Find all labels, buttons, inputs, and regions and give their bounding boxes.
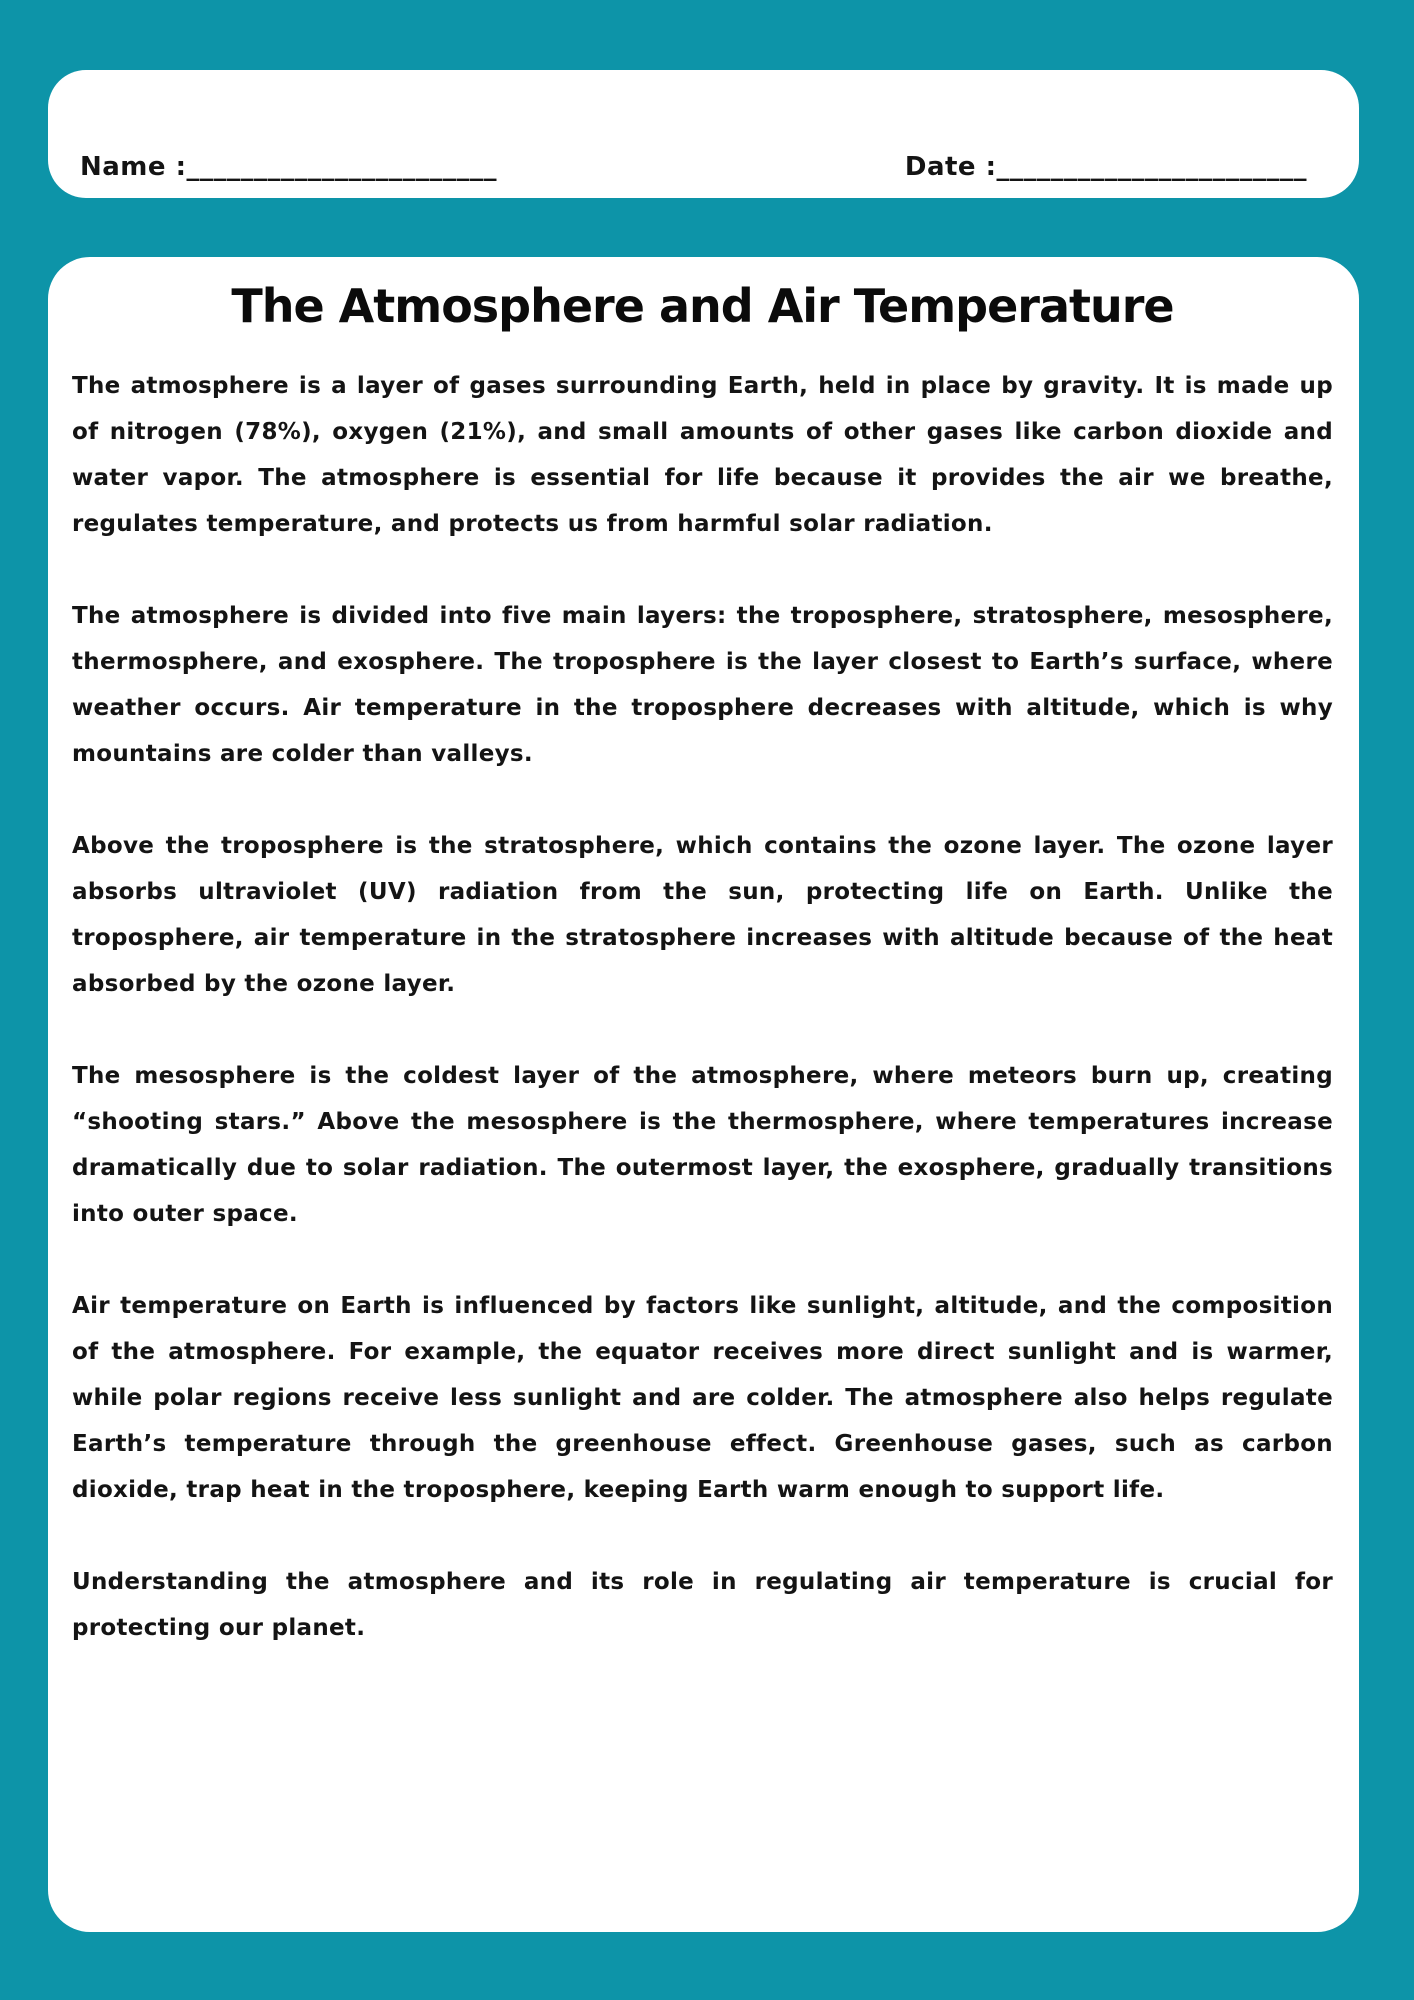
name-label: Name : xyxy=(80,152,187,182)
paragraph-conclusion: Understanding the atmosphere and its role in regulating air temperature is crucial for protecting our planet. xyxy=(72,1569,1333,1641)
name-date-header xyxy=(48,70,1359,198)
date-blank-line: _______________________ xyxy=(996,152,1307,182)
paragraph-five-layers: The atmosphere is divided into five main layers: the troposphere, stratosphere, mesosphere, thermosphere, and exosphere. The troposphere is the layer closest to Earth’s surface, where weather occurs. Air temperature in the troposphere decreases with altitude, which is why mountains are colder than valleys. xyxy=(72,603,1333,767)
worksheet-card xyxy=(48,257,1359,1932)
date-field xyxy=(905,152,1307,182)
paragraph-mesosphere-thermosphere: The mesosphere is the coldest layer of the atmosphere, where meteors burn up, creating “shooting stars.” Above the mesosphere is the thermosphere, where temperatures increase dramatically due to solar radiation. The outermost layer, the exosphere, gradually transitions into outer space. xyxy=(72,1063,1333,1227)
paragraph-stratosphere-ozone: Above the troposphere is the stratosphere, which contains the ozone layer. The ozone layer absorbs ultraviolet (UV) radiation from the sun, protecting life on Earth. Unlike the troposphere, air temperature in the stratosphere increases with altitude because of the heat absorbed by the ozone layer. xyxy=(72,833,1333,997)
name-field xyxy=(80,152,497,182)
paragraph-atmosphere-intro: The atmosphere is a layer of gases surrounding Earth, held in place by gravity. It is made up of nitrogen (78%), oxygen (21%), and small amounts of other gases like carbon dioxide and water vapor. The atmosphere is essential for life because it provides the air we breathe, regulates temperature, and protects us from harmful solar radiation. xyxy=(72,373,1333,537)
paragraph-temperature-factors: Air temperature on Earth is influenced by factors like sunlight, altitude, and the composition of the atmosphere. For example, the equator receives more direct sunlight and is warmer, while polar regions receive less sunlight and are colder. The atmosphere also helps regulate Earth’s temperature through the greenhouse effect. Greenhouse gases, such as carbon dioxide, trap heat in the troposphere, keeping Earth warm enough to support life. xyxy=(72,1293,1333,1503)
worksheet-title: The Atmosphere and Air Temperature xyxy=(231,279,1174,333)
date-label: Date : xyxy=(904,152,997,182)
name-blank-line: _______________________ xyxy=(186,152,497,182)
